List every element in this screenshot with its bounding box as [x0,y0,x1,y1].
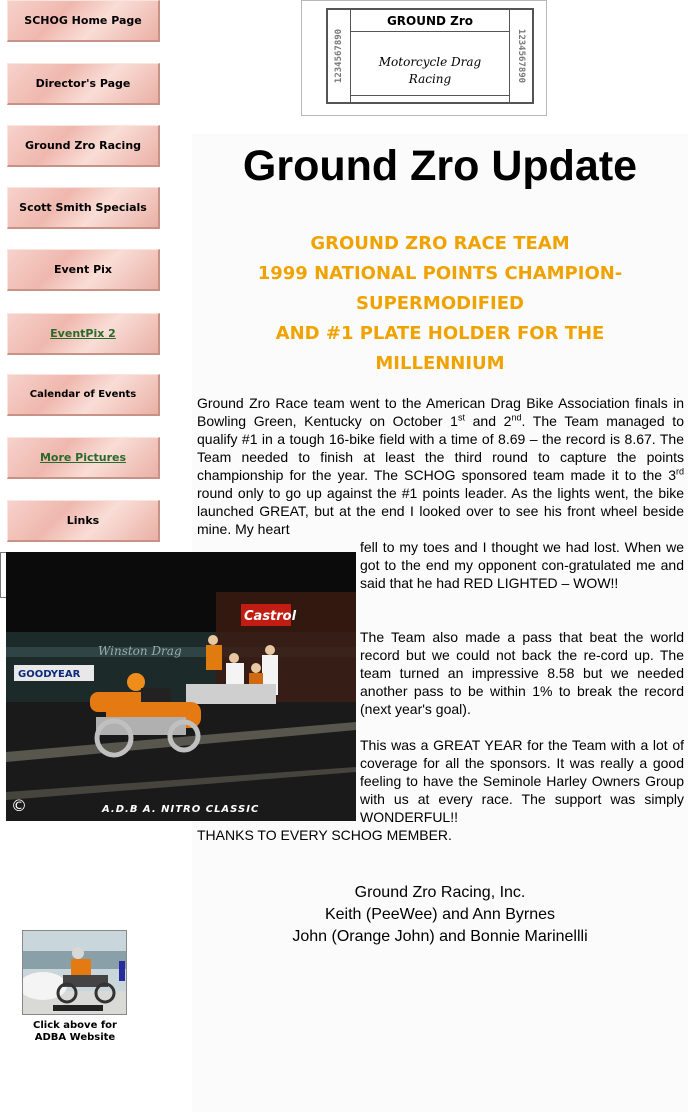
ticket-serial-right: 1234567890 [516,28,526,84]
ordinal-suffix: st [457,412,465,423]
nav-calendar-of-events[interactable]: Calendar of Events [7,374,160,416]
credits-line: Keith (PeeWee) and Ann Byrnes [324,906,556,923]
adba-thumbnail-image [23,931,127,1015]
credits-company: Ground Zro Racing, Inc. [354,884,526,901]
race-photo-illustration [6,552,356,821]
thumbnail-caption [20,1020,130,1044]
headline-line: AND #1 PLATE HOLDER FOR THE [275,323,605,344]
article-thanks: THANKS TO EVERY SCHOG MEMBER. [197,827,452,843]
article-text: and 2 [464,413,512,429]
nav-schog-home-page[interactable]: SCHOG Home Page [7,0,160,42]
article-text: . The Team managed to qualify #1 in a tough 16-bike field with a time of 8.69 – the record is 8.67. The Team needed to finish at least the third round to capture the points championship for the year. The SCHOG sponsored team made it to the 3 [197,413,684,483]
headline-line: MILLENNIUM [375,353,505,374]
nav-more-pictures[interactable]: More Pictures [7,437,160,479]
headline-line: SUPERMODIFIED [355,293,524,314]
credits [196,882,684,948]
nav-ground-zro-racing[interactable]: Ground Zro Racing [7,125,160,167]
ordinal-suffix: rd [675,466,684,477]
race-photo [6,552,356,821]
credits-line: John (Orange John) and Bonnie Marinellli [292,928,588,945]
ticket-subtitle [350,54,510,88]
article-paragraph-1 [197,394,684,538]
headline [196,229,684,379]
ticket-stub-left [328,10,351,102]
castrol-sign: Castrol [244,609,297,624]
article-text: round only to go up against the #1 points leader. As the lights went, the bike launched GREAT, but at the end I looked over to see his front wheel beside mine. My heart [197,485,684,537]
thumbnail-caption-line: ADBA Website [34,1032,116,1043]
article-paragraph-1-continued: fell to my toes and I thought we had lost. When we got to the end my opponent con-gratulated me and said that he had RED LIGHTED – WOW!! [360,539,684,591]
photo-caption: A.D.B A. NITRO CLASSIC [102,804,260,815]
adba-website-thumbnail-link[interactable] [22,930,127,1015]
thumbnail-caption-line: Click above for [33,1020,117,1031]
ground-zro-ticket-logo [326,8,534,104]
headline-line: GROUND ZRO RACE TEAM [310,233,570,254]
nav-event-pix[interactable]: Event Pix [7,249,160,291]
ticket-footer-rule [350,95,510,96]
headline-line: 1999 NATIONAL POINTS CHAMPION- [257,263,623,284]
nav-scott-smith-specials[interactable]: Scott Smith Specials [7,187,160,229]
ticket-subtitle-line2: Racing [408,72,452,86]
nav-links[interactable]: Links [7,500,160,542]
page-title: Ground Zro Update [242,142,638,190]
article-paragraph-3: This was a GREAT YEAR for the Team with a lot of coverage for all the sponsors. It was really a good feeling to have the Seminole Harley Owners Group with us at every race. The support was simply WONDERFUL!! [360,737,684,825]
ticket-stub-right [509,10,532,102]
ticket-heading: GROUND Zro [350,10,510,32]
goodyear-sign: GOODYEAR [18,669,81,680]
photo-copyright: © [11,796,27,815]
article-text: Ground Zro Race team went to the American Drag Bike Association finals in Bowling Green, Kentucky on October 1 [197,395,684,429]
article-paragraph-2: The Team also made a pass that beat the world record but we could not back the re-cord up. The team turned an impressive 8.58 but we needed another pass to be within 1% to break the record (next year's goal). [360,629,684,717]
ticket-subtitle-line1: Motorcycle Drag [378,55,482,69]
winston-sign: Winston Drag [98,644,182,658]
ordinal-suffix: nd [511,412,522,423]
nav-eventpix-2[interactable]: EventPix 2 [7,313,160,355]
ticket-serial-left: 1234567890 [334,28,344,84]
nav-directors-page[interactable]: Director's Page [7,63,160,105]
